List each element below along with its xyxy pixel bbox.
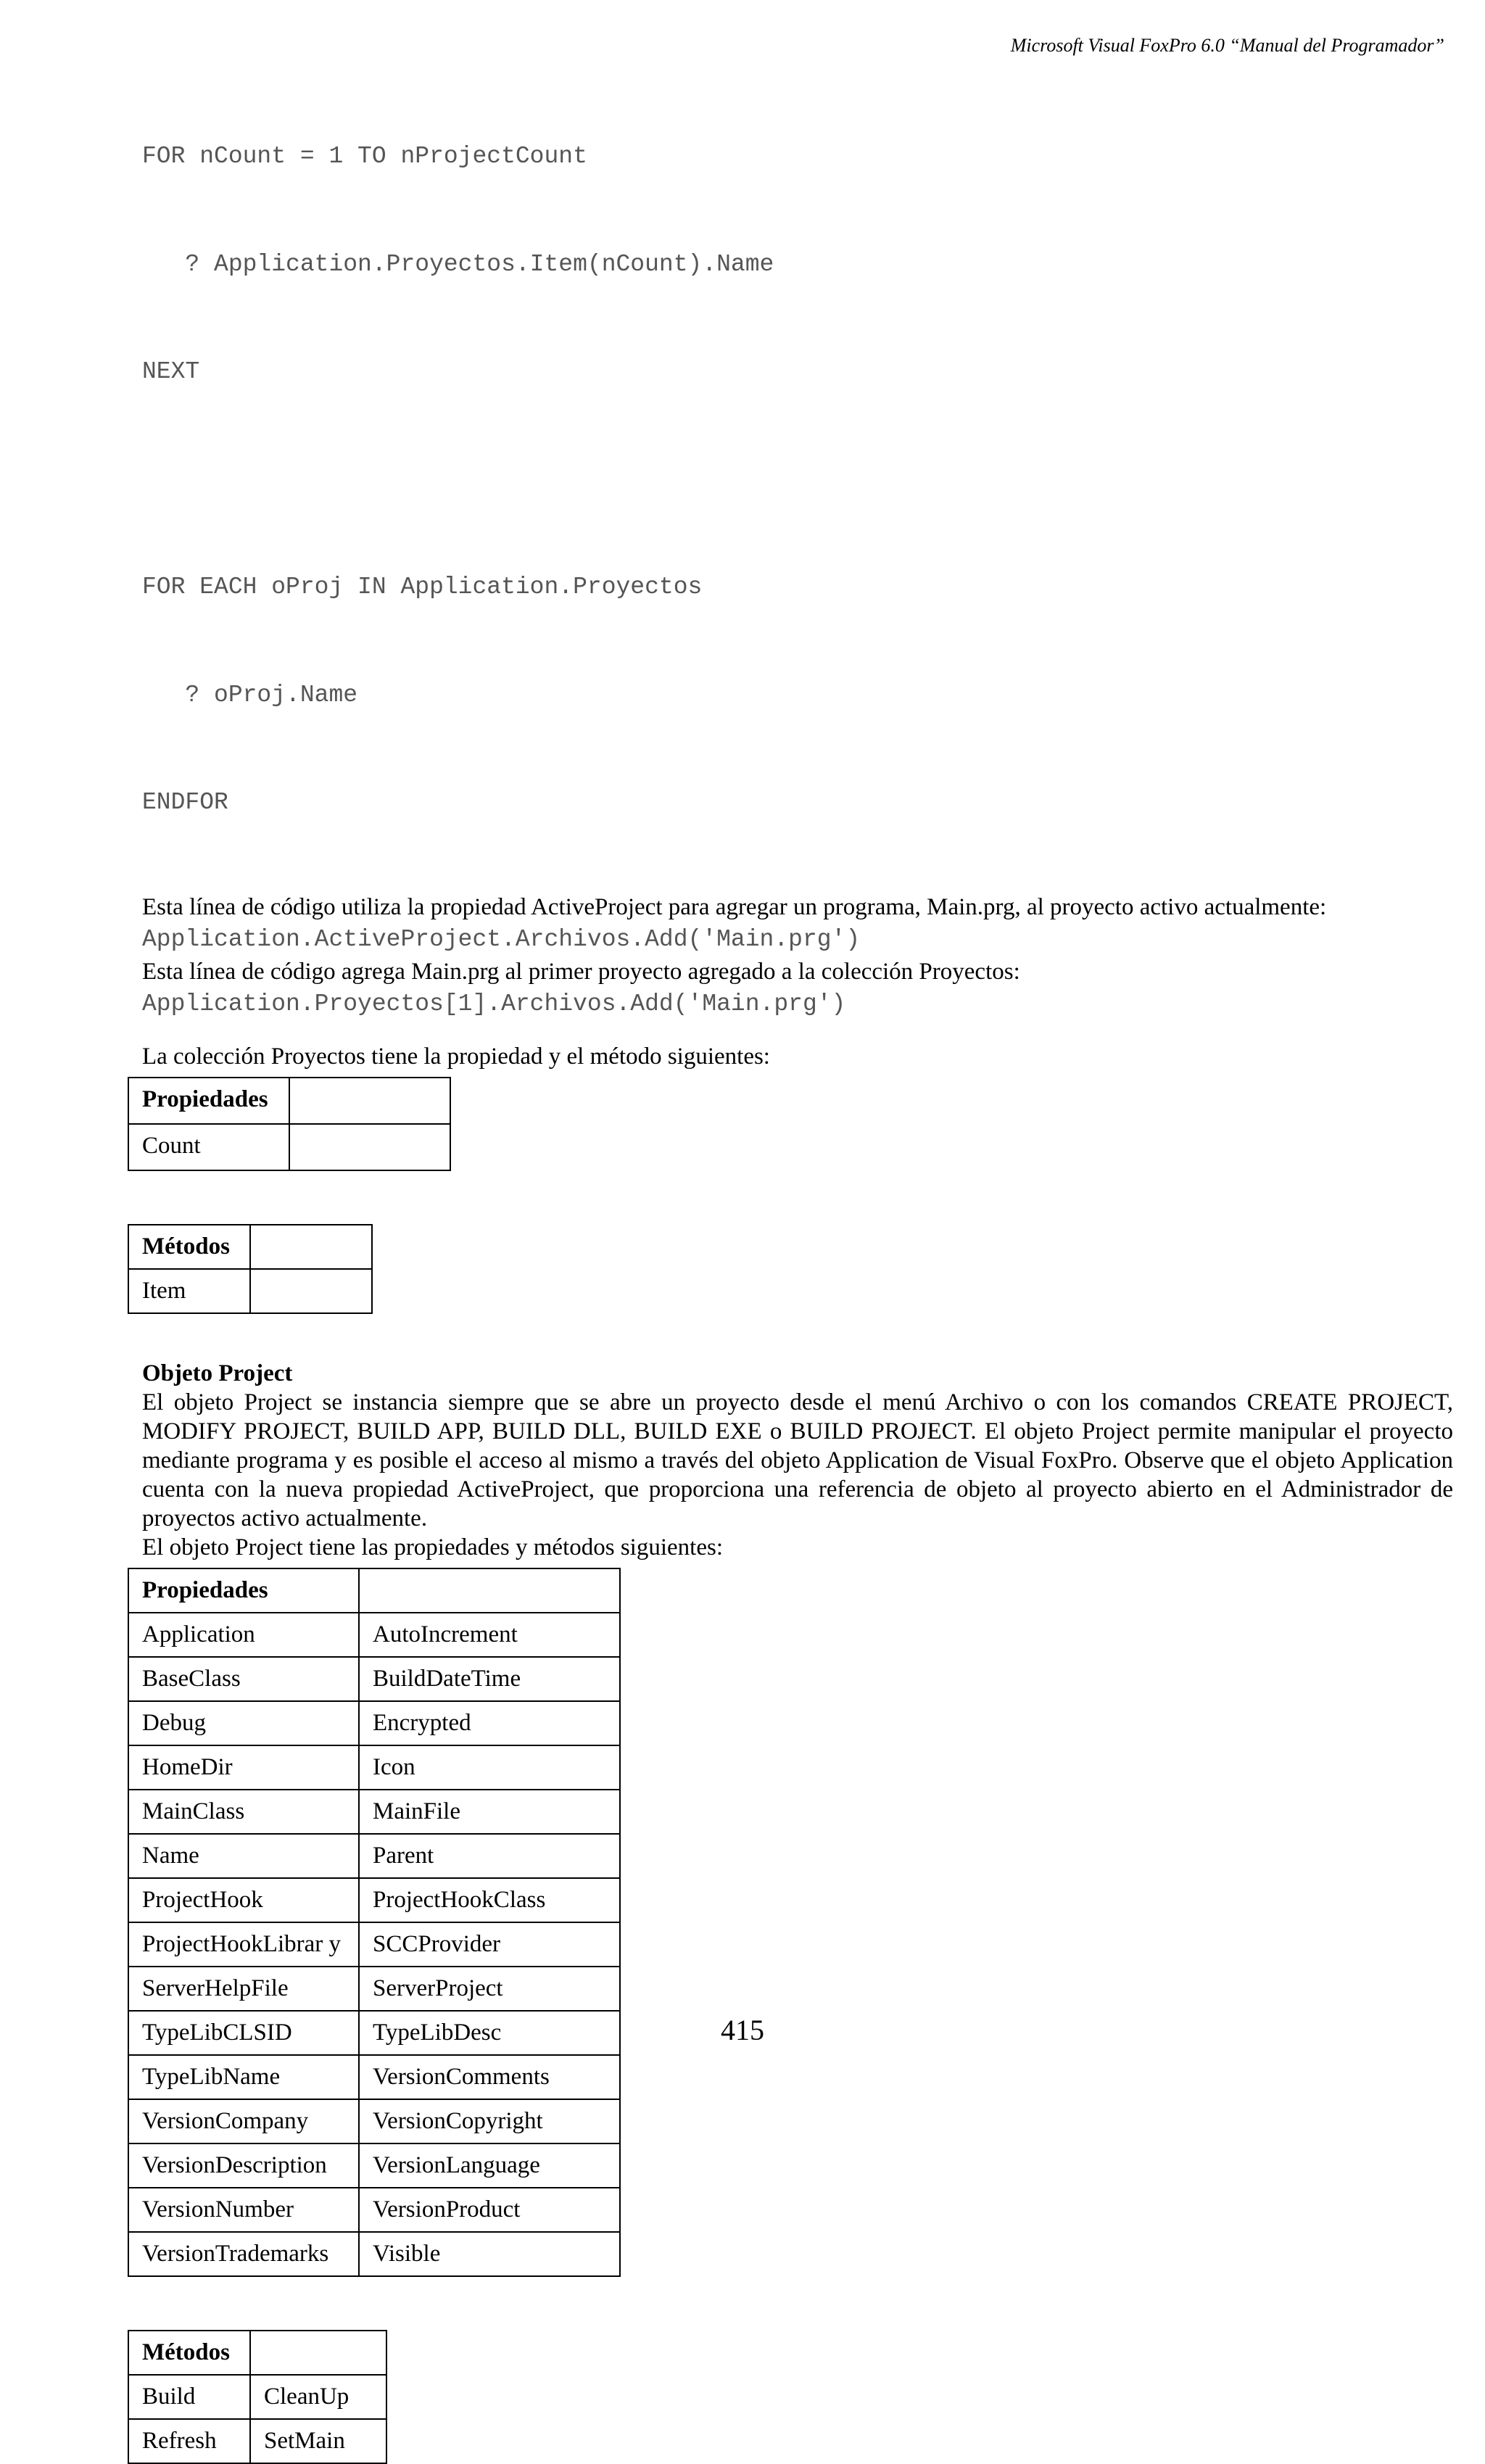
table-cell: BaseClass [128,1657,359,1701]
table-cell: BuildDateTime [359,1657,620,1701]
table-header-row [128,2331,386,2375]
table-cell: VersionProduct [359,2188,620,2232]
table-cell: Debug [128,1701,359,1745]
code-line-first-project [142,986,1453,1022]
table-row [128,2143,620,2188]
table-row [128,1834,620,1878]
table-cell: ServerProject [359,1967,620,2011]
table-cell [250,1269,372,1313]
table-cell: Count [128,1124,289,1170]
table-cell: Encrypted [359,1701,620,1745]
collection-methods-table [128,1224,373,1314]
table-cell: Application [128,1613,359,1657]
table-row [128,1701,620,1745]
code-block-for-next [142,67,1453,462]
code-line-activeproject [142,922,1453,958]
table-cell: Item [128,1269,250,1313]
project-properties-table [128,1568,621,2277]
table-cell: CleanUp [250,2375,386,2419]
table-row [128,1124,450,1170]
table-cell: TypeLibDesc [359,2011,620,2055]
project-methods-table [128,2330,387,2464]
paragraph-project-properties: El objeto Project tiene las propiedades y métodos siguientes: [142,1534,723,1560]
table-cell: SetMain [250,2419,386,2463]
table-row [128,2419,386,2463]
table-cell: TypeLibName [128,2055,359,2099]
table-cell: MainClass [128,1790,359,1834]
table-cell: VersionLanguage [359,2143,620,2188]
table-header-cell: Propiedades [128,1568,359,1613]
table-row [128,1967,620,2011]
code-line: Application.Proyectos[1].Archivos.Add('Main.prg') [142,991,846,1017]
table-row [128,2232,620,2276]
code-line: ? Application.Proyectos.Item(nCount).Name [142,250,774,278]
table-header-cell [250,2331,386,2375]
table-cell [289,1124,450,1170]
table-row [128,2099,620,2143]
table-cell: VersionCompany [128,2099,359,2143]
table-row [128,1745,620,1790]
code-line: ENDFOR [142,789,228,816]
table-cell: VersionNumber [128,2188,359,2232]
table-cell: Parent [359,1834,620,1878]
table-header-cell: Métodos [128,2331,250,2375]
table-cell: ProjectHook [128,1878,359,1922]
section-heading: Objeto Project [142,1360,293,1386]
table-row [128,1657,620,1701]
table-header-cell: Propiedades [128,1078,289,1124]
table-row [128,1269,372,1313]
table-row [128,2375,386,2419]
page-content [142,67,1453,2464]
table-cell: Visible [359,2232,620,2276]
paragraph-project-object: El objeto Project se instancia siempre que se abre un proyecto desde el menú Archivo o con los comandos CREATE PROJECT, MODIFY PROJECT, BUILD APP, BUILD DLL, BUILD EXE o BUILD PROJECT. El objeto Project permite manipular el proyecto mediante programa y es posible el acceso al mismo a través del objeto Application de Visual FoxPro. Observe que el objeto Application cuenta con la nueva propiedad ActiveProject, que proporciona una referencia de objeto al proyecto abierto en el Administrador de proyectos activo actualmente. [142,1389,1453,1531]
table-cell: TypeLibCLSID [128,2011,359,2055]
paragraph-first-project: Esta línea de código agrega Main.prg al primer proyecto agregado a la colección Proyectos: [142,959,1020,985]
code-line: ? oProj.Name [142,681,358,708]
code-block-for-each [142,497,1453,893]
page-header-title: Microsoft Visual FoxPro 6.0 “Manual del Programador” [1010,35,1444,56]
table-cell: AutoIncrement [359,1613,620,1657]
code-line: FOR nCount = 1 TO nProjectCount [142,143,587,170]
table-cell: Name [128,1834,359,1878]
table-cell: HomeDir [128,1745,359,1790]
table-row [128,1790,620,1834]
table-cell: VersionComments [359,2055,620,2099]
table-cell: SCCProvider [359,1922,620,1967]
code-line: FOR EACH oProj IN Application.Proyectos [142,574,703,600]
table-header-cell [289,1078,450,1124]
table-row [128,1922,620,1967]
table-cell: VersionCopyright [359,2099,620,2143]
table-header-cell: Métodos [128,1225,250,1269]
page-number: 415 [721,2014,764,2046]
table-cell: ProjectHookLibrar y [128,1922,359,1967]
table-cell: VersionTrademarks [128,2232,359,2276]
paragraph-collection: La colección Proyectos tiene la propiedad y el método siguientes: [142,1043,770,1070]
table-cell: ProjectHookClass [359,1878,620,1922]
code-line: Application.ActiveProject.Archivos.Add('Main.prg') [142,925,861,953]
table-header-row [128,1078,450,1124]
table-row [128,2055,620,2099]
table-cell: Refresh [128,2419,250,2463]
table-cell: Build [128,2375,250,2419]
collection-properties-table [128,1077,451,1171]
table-header-row [128,1225,372,1269]
table-header-cell [250,1225,372,1269]
paragraph-activeproject: Esta línea de código utiliza la propiedad ActiveProject para agregar un programa, Main.prg, al proyecto activo actualmente: [142,893,1327,920]
code-line: NEXT [142,358,200,385]
table-cell: ServerHelpFile [128,1967,359,2011]
table-cell: Icon [359,1745,620,1790]
table-cell: VersionDescription [128,2143,359,2188]
table-header-row [128,1568,620,1613]
table-row [128,2188,620,2232]
table-row [128,1878,620,1922]
table-row [128,1613,620,1657]
table-header-cell [359,1568,620,1613]
table-cell: MainFile [359,1790,620,1834]
